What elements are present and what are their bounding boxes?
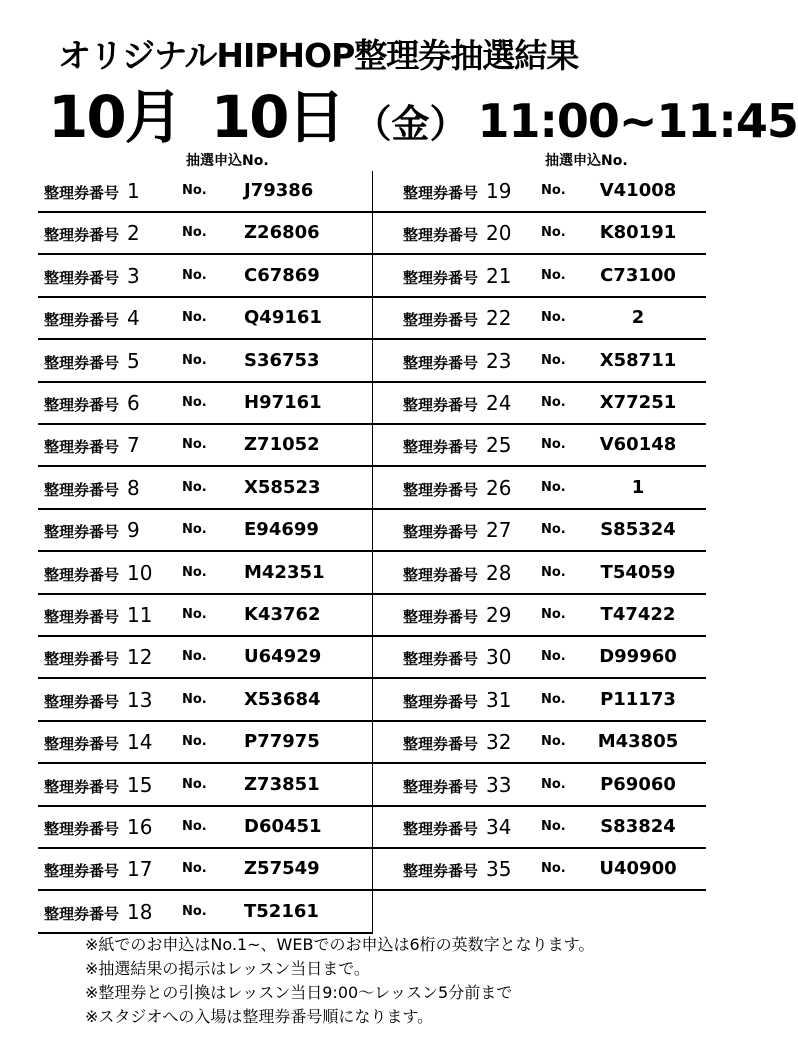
no-label: No. [182,310,207,326]
ticket-label-prefix: 整理券番号 [403,226,479,245]
table-row [38,213,372,255]
ticket-label [403,553,511,593]
ticket-number: 9 [127,518,140,543]
no-label: No. [182,649,207,665]
ticket-label-prefix: 整理券番号 [44,820,120,838]
ticket-number: 3 [127,263,140,288]
no-label: No. [182,564,207,580]
table-row [38,171,372,213]
application-code: P11173 [600,688,676,710]
ticket-label [44,680,152,720]
ticket-label-prefix: 整理券番号 [44,904,120,923]
ticket-label [403,341,511,381]
ticket-label [44,765,152,805]
note-item: ※紙でのお申込はNo.1~、WEBでのお申込は6桁の英数字となります。 [85,935,595,954]
ticket-number: 14 [127,730,153,755]
table-row [38,722,372,764]
ticket-label [44,341,140,381]
ticket-label [44,807,152,847]
application-code: X77251 [599,392,677,413]
table-row [373,468,706,510]
table-row [373,637,706,679]
ticket-label-prefix: 整理券番号 [403,565,479,584]
table-row [38,765,372,807]
ticket-number: 34 [486,815,512,839]
application-code: Z71052 [244,434,320,456]
no-label: No. [541,437,566,453]
ticket-label-prefix: 整理券番号 [44,862,120,881]
table-row [38,807,372,849]
no-label: No. [182,352,207,368]
ticket-number: 29 [486,603,512,627]
no-label: No. [182,395,207,410]
note-item: ※抽選結果の掲示はレッスン当日まで。 [85,959,370,978]
application-code: Z73851 [244,773,320,795]
ticket-label [44,383,140,423]
application-code: S85324 [600,519,676,541]
table-row [373,765,706,807]
no-label: No. [541,861,566,877]
application-code: V60148 [599,434,677,456]
ticket-label-prefix: 整理券番号 [403,353,479,372]
table-row [38,510,372,552]
application-code: K80191 [599,222,677,244]
ticket-label [403,425,511,465]
ticket-label [44,298,140,338]
ticket-number: 31 [486,687,512,712]
no-label: No. [541,225,566,241]
ticket-label [403,256,511,296]
ticket-number: 33 [486,772,512,797]
ticket-label [403,765,511,805]
application-code: P69060 [600,773,676,795]
ticket-number: 25 [486,433,512,458]
column-header-left: 抽選申込No. [186,153,269,169]
ticket-number: 5 [127,348,140,373]
table-row [373,510,706,552]
ticket-label [44,468,140,508]
ticket-label-prefix: 整理券番号 [403,862,479,881]
table-row [38,637,372,679]
ticket-number: 23 [486,348,512,373]
page-title: オリジナルHIPHOP整理券抽選結果 [58,36,579,75]
ticket-number: 28 [486,560,512,585]
application-code: X53684 [244,688,321,710]
application-code: D99960 [599,646,677,668]
ticket-label-prefix: 整理券番号 [44,692,120,711]
table-row [38,425,372,467]
ticket-label-prefix: 整理券番号 [44,184,120,202]
ticket-label-prefix: 整理券番号 [403,311,479,330]
ticket-number: 21 [486,263,512,288]
ticket-label-prefix: 整理券番号 [403,820,479,838]
note-item: ※スタジオへの入場は整理券番号順になります。 [85,1007,434,1026]
table-row [373,256,706,298]
application-code: C67869 [244,264,320,286]
application-code: 2 [631,307,645,329]
table-row [373,425,706,467]
ticket-label [44,595,152,635]
ticket-number: 18 [127,899,153,924]
no-label: No. [182,734,207,750]
ticket-label-prefix: 整理券番号 [403,268,479,287]
ticket-label [403,680,511,720]
application-code: T52161 [244,900,319,922]
application-code: T47422 [600,604,676,625]
ticket-number: 10 [127,560,153,585]
application-code: Z26806 [244,222,320,244]
ticket-label-prefix: 整理券番号 [403,480,479,499]
no-label: No. [541,564,566,580]
application-code: M42351 [244,561,325,583]
no-label: No. [541,607,566,622]
ticket-label-prefix: 整理券番号 [44,777,120,796]
ticket-label-prefix: 整理券番号 [44,226,120,245]
application-code: Q49161 [244,307,322,329]
application-code: D60451 [244,816,322,837]
ticket-label [403,637,511,677]
ticket-number: 19 [486,179,512,203]
application-code: H97161 [244,392,322,413]
ticket-number: 20 [486,221,512,246]
ticket-label-prefix: 整理券番号 [403,650,479,669]
ticket-label [44,256,140,296]
table-row [373,722,706,764]
ticket-label [44,171,140,211]
ticket-label [44,849,152,889]
ticket-number: 17 [127,857,153,882]
ticket-number: 24 [486,391,512,415]
ticket-number: 15 [127,772,153,797]
ticket-label-prefix: 整理券番号 [44,480,120,499]
ticket-number: 13 [127,687,153,712]
table-row [38,256,372,298]
ticket-number: 27 [486,518,512,543]
column-header-right: 抽選申込No. [545,153,628,169]
ticket-label [44,892,152,932]
table-row [38,849,372,891]
application-code: T54059 [600,561,676,583]
ticket-label-prefix: 整理券番号 [403,523,479,542]
application-code: 1 [631,476,645,498]
no-label: No. [182,267,207,283]
ticket-label [403,510,511,550]
event-day: 10日 [210,83,344,151]
no-label: No. [541,819,566,834]
no-label: No. [541,734,566,750]
event-weekday: （金） [353,102,468,146]
table-row [38,595,372,637]
application-code: X58711 [599,349,677,371]
ticket-number: 2 [127,221,140,246]
application-code: S83824 [600,816,676,837]
ticket-label [403,468,511,508]
table-row [373,553,706,595]
ticket-number: 26 [486,475,512,500]
ticket-label-prefix: 整理券番号 [403,184,479,202]
application-code: K43762 [244,604,321,625]
table-row [38,341,372,383]
ticket-label-prefix: 整理券番号 [403,608,479,626]
application-code: P77975 [244,731,320,753]
application-code: C73100 [600,264,676,286]
table-row [373,171,706,213]
event-month: 10月 [48,83,181,151]
ticket-number: 22 [486,306,512,331]
no-label: No. [182,861,207,877]
table-row [373,849,706,891]
no-label: No. [182,183,207,198]
no-label: No. [182,776,207,792]
ticket-label [403,595,511,635]
table-row [38,298,372,340]
ticket-label [403,298,511,338]
no-label: No. [182,225,207,241]
ticket-label-prefix: 整理券番号 [44,523,120,542]
ticket-number: 30 [486,645,512,670]
application-code: E94699 [244,519,319,541]
no-label: No. [541,395,566,410]
no-label: No. [541,649,566,665]
ticket-label [44,553,152,593]
ticket-label-prefix: 整理券番号 [44,565,120,584]
no-label: No. [541,776,566,792]
ticket-label-prefix: 整理券番号 [44,353,120,372]
ticket-label [403,171,511,211]
application-code: V41008 [599,180,677,201]
ticket-number: 8 [127,475,140,500]
ticket-label [403,383,511,423]
table-row [38,680,372,722]
ticket-label-prefix: 整理券番号 [44,396,120,414]
table-row [373,298,706,340]
ticket-label-prefix: 整理券番号 [403,692,479,711]
ticket-label [403,807,511,847]
no-label: No. [182,479,207,495]
ticket-label-prefix: 整理券番号 [44,735,120,754]
ticket-label-prefix: 整理券番号 [44,311,120,330]
ticket-number: 7 [127,433,140,458]
ticket-number: 11 [127,603,153,627]
notes [85,933,594,1029]
no-label: No. [541,691,566,707]
ticket-label [44,637,152,677]
table-row [373,383,706,425]
no-label: No. [182,819,207,834]
ticket-label [44,722,152,762]
no-label: No. [541,310,566,326]
no-label: No. [541,183,566,198]
application-code: U64929 [244,646,322,668]
ticket-number: 6 [127,391,140,415]
ticket-label [44,510,140,550]
no-label: No. [182,607,207,622]
table-row [373,680,706,722]
ticket-label [403,722,511,762]
event-time: 11:00~11:45 [477,94,798,148]
ticket-label [403,849,511,889]
application-code: J79386 [244,180,314,201]
ticket-number: 16 [127,815,153,839]
application-code: Z57549 [244,858,320,880]
ticket-number: 35 [486,857,512,882]
table-row [38,468,372,510]
table-row [373,595,706,637]
ticket-label [44,213,140,253]
application-code: S36753 [244,349,320,371]
event-date-time [48,70,798,151]
ticket-label-prefix: 整理券番号 [403,438,479,457]
ticket-label-prefix: 整理券番号 [44,650,120,669]
table-row [38,383,372,425]
no-label: No. [541,522,566,538]
no-label: No. [541,352,566,368]
no-label: No. [182,691,207,707]
ticket-label [44,425,140,465]
ticket-label-prefix: 整理券番号 [403,777,479,796]
ticket-label-prefix: 整理券番号 [44,268,120,287]
ticket-number: 12 [127,645,153,670]
application-code: M43805 [597,731,679,753]
no-label: No. [182,903,207,919]
no-label: No. [182,522,207,538]
table-row [38,892,372,934]
ticket-label-prefix: 整理券番号 [403,735,479,754]
ticket-label-prefix: 整理券番号 [44,608,120,626]
table-row [38,553,372,595]
application-code: X58523 [244,476,321,498]
note-item: ※整理券との引換はレッスン当日9:00～レッスン5分前まで [85,983,513,1002]
table-row [373,807,706,849]
no-label: No. [541,267,566,283]
ticket-label-prefix: 整理券番号 [44,438,120,457]
ticket-label-prefix: 整理券番号 [403,396,479,414]
ticket-number: 1 [127,179,140,203]
table-row [373,213,706,255]
application-code: U40900 [599,858,677,880]
table-row [373,341,706,383]
ticket-number: 4 [127,306,140,331]
no-label: No. [541,479,566,495]
ticket-number: 32 [486,730,512,755]
ticket-label [403,213,511,253]
no-label: No. [182,437,207,453]
